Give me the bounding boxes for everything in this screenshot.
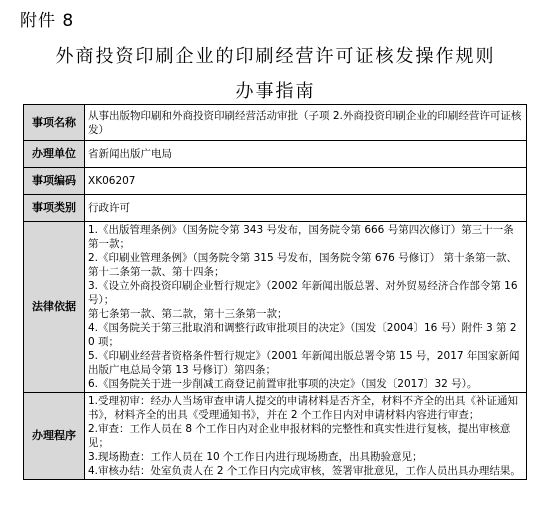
procedure-step: 2.审查：工作人员在 8 个工作日内对企业申报材料的完整性和真实性进行复核，提出审核意见； <box>88 423 511 449</box>
legal-basis-item: 2.《印刷业管理条例》（国务院令第 315 号发布，国务院令第 676 号修订） 第十条第一款、第十二条第一款、第十四条； <box>88 252 518 278</box>
handling-unit-label: 办理单位 <box>24 141 85 168</box>
table-row-handling-unit <box>24 141 527 168</box>
procedure-label: 办理程序 <box>24 393 85 480</box>
table-row-legal-basis <box>24 222 527 393</box>
legal-basis-item: 6.《国务院关于进一步削减工商登记前置审批事项的决定》（国发〔2017〕32 号）。 <box>88 378 478 390</box>
table-row-item-code <box>24 168 527 195</box>
document-subtitle: 办事指南 <box>235 81 316 102</box>
legal-basis-value <box>85 222 527 393</box>
table-row-item-name <box>24 105 527 141</box>
legal-basis-label: 法律依据 <box>24 222 85 393</box>
table-row-item-category <box>24 195 527 222</box>
appendix-label: 附件 8 <box>20 11 75 31</box>
guide-table <box>23 104 527 480</box>
item-code-value: XK06207 <box>85 168 527 195</box>
handling-unit-value: 省新闻出版广电局 <box>85 141 527 168</box>
legal-basis-item: 3.《设立外商投资印刷企业暂行规定》（2002 年新闻出版总署、对外贸易经济合作部令第 16 号）； <box>88 280 518 306</box>
legal-basis-item: 5.《印刷业经营者资格条件暂行规定》（2001 年新闻出版总署令第 15 号，2017 年国家新闻出版广电总局令第 13 号修订）第四条； <box>88 350 520 376</box>
procedure-step: 3.现场勘查：工作人员在 10 个工作日内进行现场勘查，出具勘验意见； <box>88 451 423 463</box>
legal-basis-item: 1.《出版管理条例》（国务院令第 343 号发布，国务院令第 666 号第四次修订）第三十一条第一款； <box>88 224 514 250</box>
procedure-step: 1.受理初审：经办人当场审查申请人提交的申请材料是否齐全，材料不齐全的出具《补证通知书》，材料齐全的出具《受理通知书》，并在 2 个工作日内对申请材料内容进行审查； <box>88 395 519 421</box>
table-row-procedure <box>24 393 527 480</box>
document-title: 外商投资印刷企业的印刷经营许可证核发操作规则 <box>55 46 496 67</box>
legal-basis-item: 第七条第一款、第二款，第十三条第一款； <box>88 308 288 320</box>
procedure-value <box>85 393 527 480</box>
item-category-label: 事项类别 <box>24 195 85 222</box>
procedure-step: 4.审核办结：处室负责人在 2 个工作日内完成审核，签署审批意见，工作人员出具办理结果。 <box>88 465 521 477</box>
item-code-label: 事项编码 <box>24 168 85 195</box>
item-category-value: 行政许可 <box>85 195 527 222</box>
item-name-value: 从事出版物印刷和外商投资印刷经营活动审批（子项 2.外商投资印刷企业的印刷经营许可证核发） <box>85 105 527 141</box>
legal-basis-item: 4.《国务院关于第三批取消和调整行政审批项目的决定》（国发〔2004〕16 号）附件 3 第 20 项； <box>88 322 517 348</box>
item-name-label: 事项名称 <box>24 105 85 141</box>
